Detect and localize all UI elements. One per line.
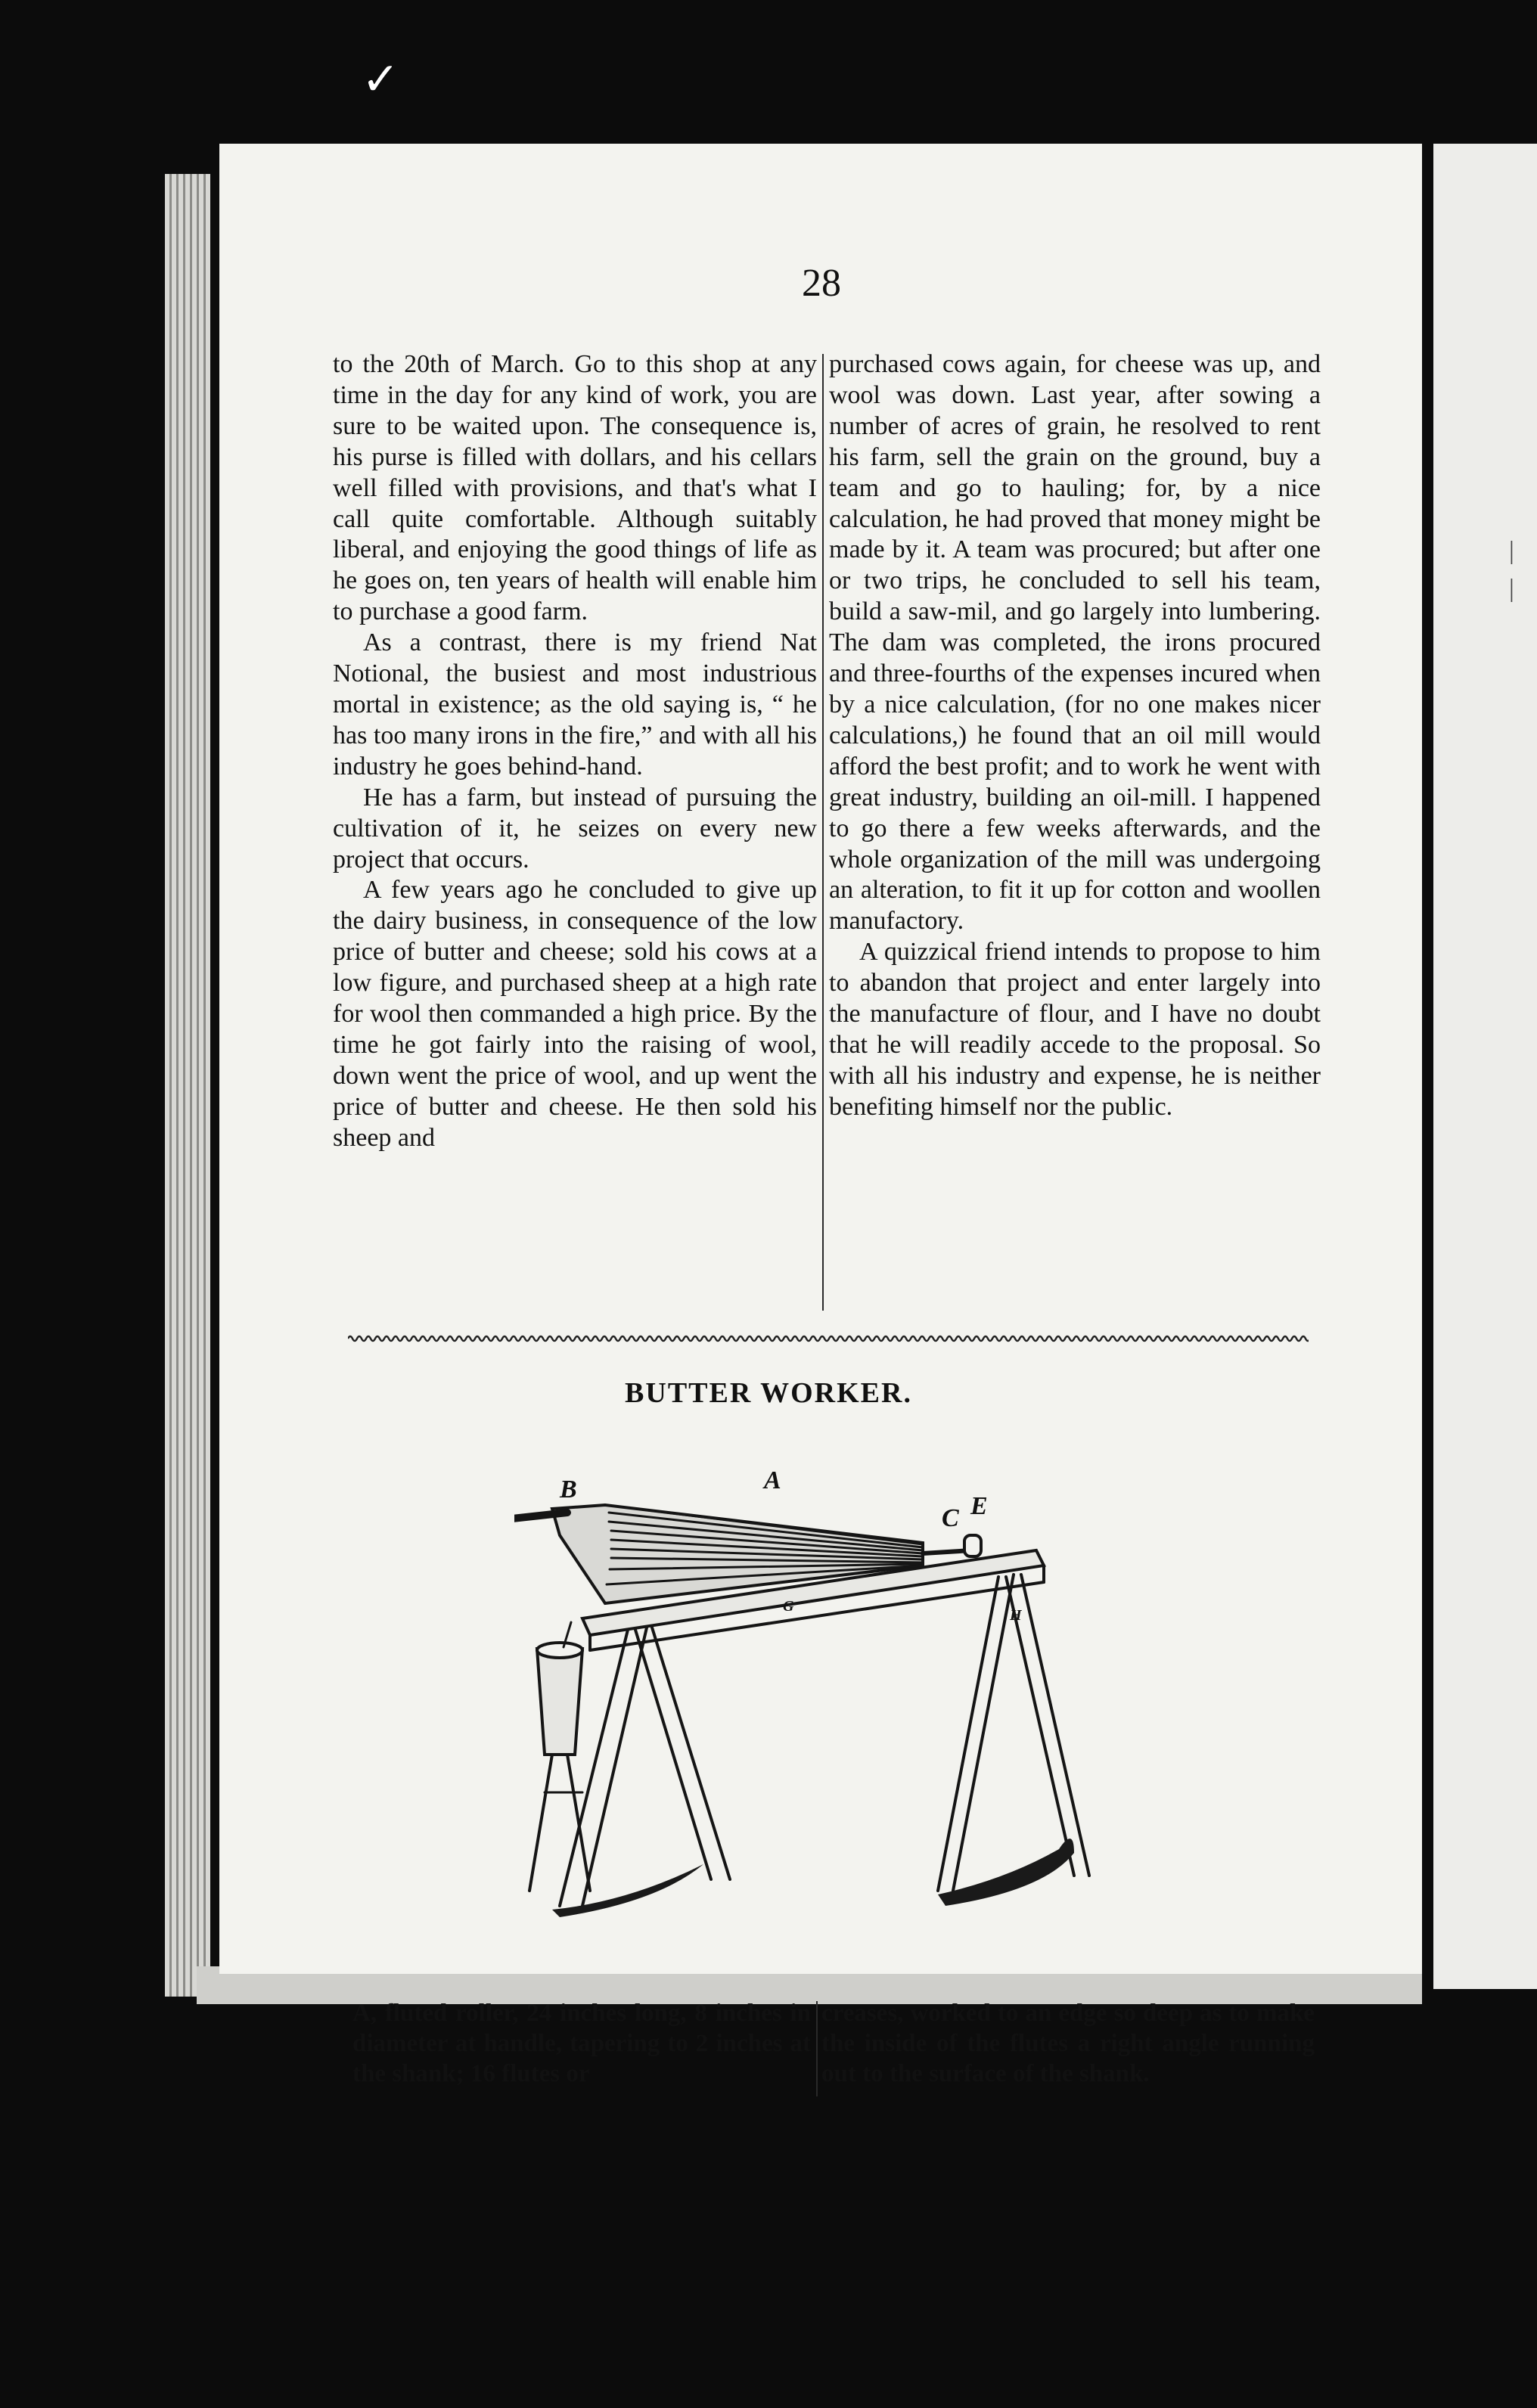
label-b: B bbox=[560, 1476, 577, 1503]
right-text-column bbox=[829, 349, 1321, 1123]
pail-and-stand bbox=[529, 1622, 590, 1891]
figure-caption-left: A, fluted roller, 24 inches long, 8 inches in diameter at handle, tapering to 2 inches at the shank; 16 flutes or bbox=[352, 2000, 811, 2087]
label-a: A bbox=[764, 1466, 781, 1494]
paragraph: to the 20th of March. Go to this shop at any time in the day for any kind of work, you are sure to be waited upon. The consequence is, his purse is filled with dollars, and his cellars well filled with provisions, and that's what I call quite comfortable. Although suitably liberal, and enjoying the good things of life as he goes on, ten years of health will enable him to purchase a good farm. bbox=[333, 350, 817, 626]
figure-caption-right: creases, worked to an edge so deep as to make the inside of the flutes a right angle running out to the surface of the shank. bbox=[821, 2000, 1315, 2087]
facing-page-fragment: | bbox=[1509, 537, 1514, 565]
page-number: 28 bbox=[802, 262, 841, 305]
paragraph: As a contrast, there is my friend Nat Notional, the busiest and most industrious mortal in existence; as the old saying is, “ he has too many irons in the fire,” and with all his industry he goes behind-hand. bbox=[333, 628, 817, 780]
left-text-column bbox=[333, 349, 817, 1154]
paragraph: A quizzical friend intends to propose to him to abandon that project and enter largely into the manufacture of flour, and I have no doubt that he will readily accede to the proposal. So with all his industry and expense, he is neither benefiting himself nor the public. bbox=[829, 938, 1321, 1121]
caption-divider bbox=[816, 2001, 818, 2096]
figure-title: BUTTER WORKER. bbox=[625, 1377, 912, 1409]
book-page-edges bbox=[165, 174, 210, 1997]
corner-check-mark: ✓ bbox=[362, 54, 400, 104]
label-c: C bbox=[942, 1504, 959, 1532]
fluted-roller bbox=[514, 1505, 981, 1603]
label-g: G bbox=[783, 1598, 794, 1615]
facing-page-fragment: | bbox=[1509, 575, 1514, 603]
wavy-separator-rule bbox=[348, 1333, 1309, 1345]
paragraph: He has a farm, but instead of pursuing the cultivation of it, he seizes on every new project that occurs. bbox=[333, 783, 817, 874]
column-divider bbox=[822, 354, 824, 1311]
paragraph: A few years ago he concluded to give up the dairy business, in consequence of the low price of butter and cheese; sold his cows at a low figure, and purchased sheep at a high rate for wool then commanded a high price. By the time he got fairly into the raising of wool, down went the price of wool, and up went the price of butter and cheese. He then sold his sheep and bbox=[333, 876, 817, 1152]
label-h: H bbox=[1010, 1607, 1022, 1624]
butter-worker-illustration bbox=[514, 1452, 1346, 1981]
label-e: E bbox=[970, 1492, 988, 1520]
facing-page-edge bbox=[1433, 144, 1537, 1989]
paragraph: purchased cows again, for cheese was up, and wool was down. Last year, after sowing a number of acres of grain, he resolved to rent his farm, sell the grain on the ground, buy a team and go to hauling; for, by a nice calculation, he had proved that money might be made by it. A team was procured; but after one or two trips, he concluded to sell his team, build a saw-mil, and go largely into lumbering. The dam was completed, the irons procured and three-fourths of the expenses incured when by a nice calculation, (for no one makes nicer calculations,) he found that an oil mill would afford the best profit; and to work he went with great industry, building an oil-mill. I happened to go there a few weeks afterwards, and the whole organization of the mill was undergoing an alteration, to fit it up for cotton and woollen manufactory. bbox=[829, 350, 1321, 936]
